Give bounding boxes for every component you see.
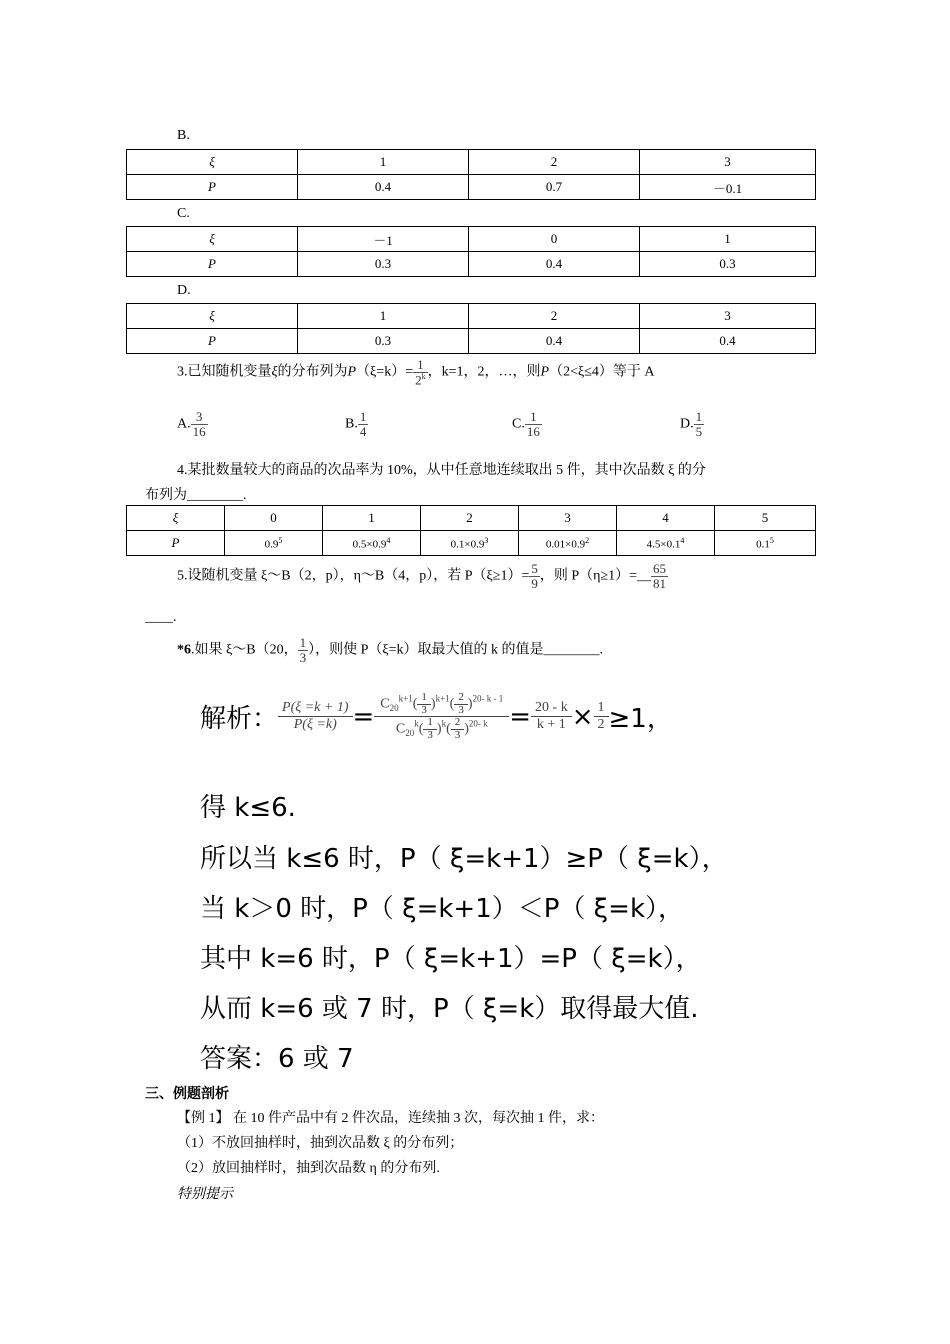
q3-option-b: B. $\frac{1}{4}$ — [345, 409, 367, 439]
table-cell: 0.4 — [469, 329, 640, 354]
table-cell: ξ — [127, 150, 298, 175]
table-cell: 0.4 — [640, 329, 816, 354]
table-cell: $0.1^5$ — [715, 531, 816, 556]
q3-text: 的分布列为 — [277, 364, 348, 380]
distribution-table-c — [126, 226, 816, 277]
table-cell: ξ — [127, 227, 298, 252]
q3-p: P — [347, 364, 357, 380]
table-cell: $0.1\times 0.9^3$ — [421, 531, 519, 556]
question-4-line1: 4.某批数量较大的商品的次品率为 10%，从中任意地连续取出 5 件，其中次品数 ξ 的分 — [177, 463, 706, 478]
q3-fraction: $\frac{1}{2^k}$ — [415, 357, 426, 387]
table-cell: 3 — [640, 150, 816, 175]
answer-line: 答案：6 或 7 — [200, 1044, 354, 1074]
table-cell: 2 — [421, 506, 519, 531]
table-cell: －1 — [298, 227, 469, 252]
table-cell: 0.4 — [298, 175, 469, 200]
table-cell: 1 — [298, 150, 469, 175]
table-cell: 2 — [469, 150, 640, 175]
table-cell: 1 — [323, 506, 421, 531]
section-heading: 三、例题剖析 — [145, 1086, 229, 1102]
table-cell: P — [127, 175, 298, 200]
table-cell: 0 — [469, 227, 640, 252]
option-d-label: D. — [177, 283, 191, 298]
table-cell: ξ — [127, 506, 225, 531]
q3-text: （2<ξ≤4）等于 A — [549, 364, 655, 380]
table-cell: 5 — [715, 506, 816, 531]
question-3 — [177, 358, 655, 387]
q3-text: （ξ=k）= — [356, 364, 414, 380]
table-cell: $0.5\times 0.9^4$ — [323, 531, 421, 556]
example-item-1: （1）不放回抽样时，抽到次品数 ξ 的分布列； — [177, 1136, 464, 1151]
table-cell: 0.3 — [298, 329, 469, 354]
option-c-label: C. — [177, 206, 190, 221]
solution-binomial-fraction: $C_{20}^{k+1}$( $\frac{1}{3}$ )$^{k+1}$( $\frac{2}{3}$ )$^{20- k - 1}$ $C_{20}^k$( $\frac{1}{3}$ )$^k$( $\frac{2}{3}$ )$^{20- k}$ — [374, 692, 509, 741]
table-cell: 0 — [225, 506, 323, 531]
table-cell: $0.9^5$ — [225, 531, 323, 556]
table-cell: 2 — [469, 304, 640, 329]
table-cell: P — [127, 329, 298, 354]
solution-formula: 解析： $\frac{P(\xi =k + 1)}{P(\xi =k)}$ = $C_{20}^{k+1}$( $\frac{1}{3}$ )$^{k+1}$( $\frac{2}{3}$ )$^{20- k - 1}$ $C_{20}^k$( $\frac{1}{3}$ )$^k$( $\frac{2}{3}$ )$^{20- k}$ = $\frac{20 - k}{k + 1}$ × $\frac{1}{2}$ ≥1， — [200, 691, 673, 741]
hint-label: 特别提示 — [177, 1187, 233, 1202]
option-b-label: B. — [177, 128, 190, 143]
q3-text: ，k=1，2，…，则 — [427, 364, 541, 380]
table-cell: P — [127, 252, 298, 277]
example-1: 【例 1】 在 10 件产品中有 2 件次品，连续抽 3 次，每次抽 1 件，求： — [177, 1111, 604, 1126]
q3-p: P — [540, 364, 550, 380]
table-cell: 3 — [640, 304, 816, 329]
solution-line-4: 其中 k=6 时，P（ ξ=k+1）=P（ ξ=k）， — [200, 944, 702, 974]
table-cell: $4.5\times 0.1^4$ — [617, 531, 715, 556]
q3-option-a: A. $\frac{3}{16}$ — [177, 409, 206, 439]
table-cell: P — [127, 531, 225, 556]
distribution-table-q4 — [126, 505, 816, 556]
q3-option-d: D. $\frac{1}{5}$ — [680, 409, 703, 439]
table-cell: 1 — [298, 304, 469, 329]
table-cell: 1 — [640, 227, 816, 252]
table-cell: 0.4 — [469, 252, 640, 277]
distribution-table-d — [126, 303, 816, 354]
solution-line-3: 当 k＞0 时，P（ ξ=k+1）＜P（ ξ=k）， — [200, 894, 685, 924]
solution-line-1: 得 k≤6. — [200, 793, 296, 823]
distribution-table-b — [126, 149, 816, 200]
solution-line-5: 从而 k=6 或 7 时，P（ ξ=k）取得最大值. — [200, 994, 699, 1024]
table-cell: $0.01\times 0.9^2$ — [519, 531, 617, 556]
table-cell: 3 — [519, 506, 617, 531]
q3-option-c: C. $\frac{1}{16}$ — [512, 409, 540, 439]
solution-lhs-fraction: $\frac{P(\xi =k + 1)}{P(\xi =k)}$ — [278, 700, 352, 733]
solution-half-fraction: $\frac{1}{2}$ — [594, 700, 609, 733]
question-5-line2: ____. — [145, 610, 177, 625]
table-cell: 0.3 — [298, 252, 469, 277]
q3-text: 3.已知随机变量 — [177, 364, 272, 380]
example-item-2: （2）放回抽样时，抽到次品数 η 的分布列. — [177, 1161, 440, 1176]
solution-rhs-fraction: $\frac{20 - k}{k + 1}$ — [531, 700, 572, 733]
solution-label: 解析： — [200, 704, 279, 735]
solution-line-2: 所以当 k≤6 时，P（ ξ=k+1）≥P（ ξ=k）， — [200, 844, 728, 874]
table-cell: ξ — [127, 304, 298, 329]
table-cell: －0.1 — [640, 175, 816, 200]
question-4-line2: 布列为________. — [145, 488, 247, 503]
question-6: *6.如果 ξ～B（20， $\frac{1}{3}$ ），则使 P（ξ=k）取最大值的 k 的值是________. — [177, 635, 604, 665]
table-cell: 0.3 — [640, 252, 816, 277]
table-cell: 4 — [617, 506, 715, 531]
question-5: 5.设随机变量 ξ～B（2，p），η～B（4，p），若 P（ξ≥1）= $\frac{5}{9}$ ，则 P（η≥1）=__ $\frac{65}{81}$ — [177, 561, 667, 591]
table-cell: 0.7 — [469, 175, 640, 200]
q3-xi: ξ — [271, 364, 278, 380]
